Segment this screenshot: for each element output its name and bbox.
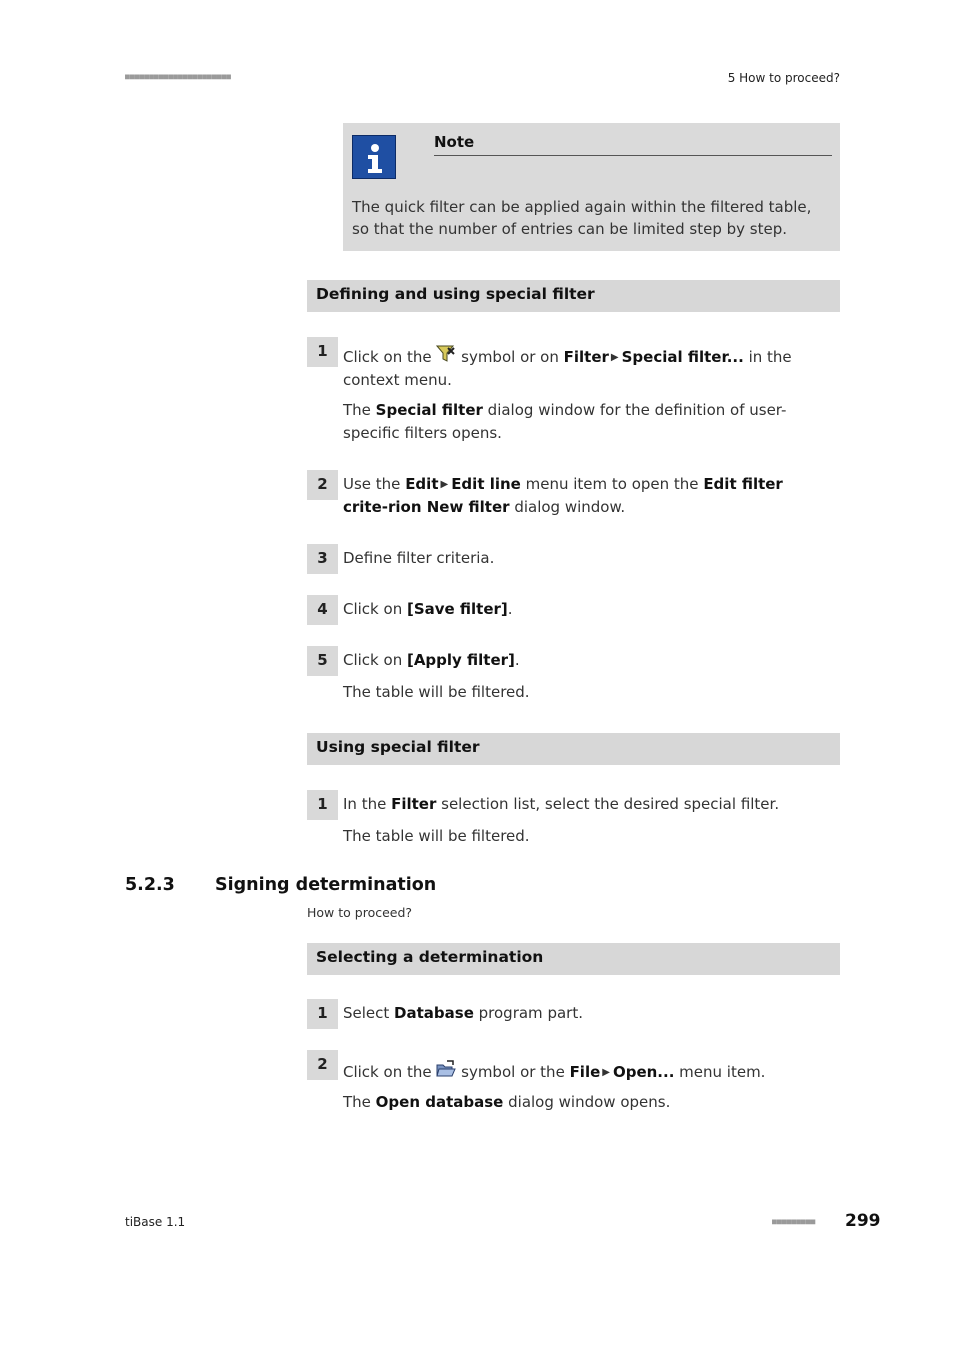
header-decoration: ■■■■■■■■■■■■■■■■■■■■■■: [125, 72, 231, 81]
page-number: 299: [845, 1211, 881, 1231]
section-heading-selecting-determination: [307, 943, 840, 975]
step-number: 1: [307, 790, 338, 820]
step-instruction: Select Database program part.: [343, 1004, 583, 1022]
step-number: 4: [307, 595, 338, 625]
step-result: The table will be filtered.: [343, 827, 530, 845]
step-number: 3: [307, 544, 338, 574]
subsection-title: Signing determination: [215, 875, 437, 895]
step-instruction: Click on [Apply filter].: [343, 651, 520, 669]
funnel-filter-icon: [436, 344, 456, 364]
section-title: Selecting a determination: [316, 948, 544, 966]
subsection-subtitle: How to proceed?: [307, 905, 413, 920]
step-instruction: Click on the symbol or the File ▶ Open... menu item.: [343, 1059, 843, 1084]
step-instruction: Click on [Save filter].: [343, 600, 513, 618]
step-result: The Open database dialog window opens.: [343, 1093, 671, 1111]
step-number: 2: [307, 470, 338, 500]
step-instruction: In the Filter selection list, select the desired special filter.: [343, 795, 780, 813]
section-heading-special-filter: [307, 280, 840, 312]
step-number: 1: [307, 337, 338, 367]
note-body: The quick filter can be applied again within the filtered table, so that the number of entries can be limited step by step.: [352, 198, 812, 238]
open-folder-icon: [436, 1059, 456, 1079]
info-icon: [352, 135, 396, 179]
note-title: Note: [434, 133, 475, 151]
step-number: 5: [307, 646, 338, 676]
section-title: Using special filter: [316, 738, 480, 756]
footer-decoration: ■■■■■■■■■: [772, 1217, 816, 1226]
step-result: The table will be filtered.: [343, 683, 530, 701]
note-box: [343, 123, 840, 251]
step-number: 1: [307, 999, 338, 1029]
step-instruction: Define filter criteria.: [343, 549, 495, 567]
step-instruction: Use the Edit ▶ Edit line menu item to open the Edit filter crite-rion New filter dialog window.: [343, 475, 783, 516]
step-number: 2: [307, 1050, 338, 1080]
section-heading-using-special-filter: [307, 733, 840, 765]
step-instruction: Click on the symbol or on Filter ▶ Special filter... in the context menu.: [343, 344, 843, 392]
subsection-number: 5.2.3: [125, 875, 175, 895]
running-header-chapter: 5 How to proceed?: [727, 71, 840, 85]
step-result: The Special filter dialog window for the definition of user-specific filters opens.: [343, 401, 787, 442]
footer-product: tiBase 1.1: [125, 1215, 186, 1229]
section-title: Defining and using special filter: [316, 285, 595, 303]
note-divider: [434, 155, 832, 156]
